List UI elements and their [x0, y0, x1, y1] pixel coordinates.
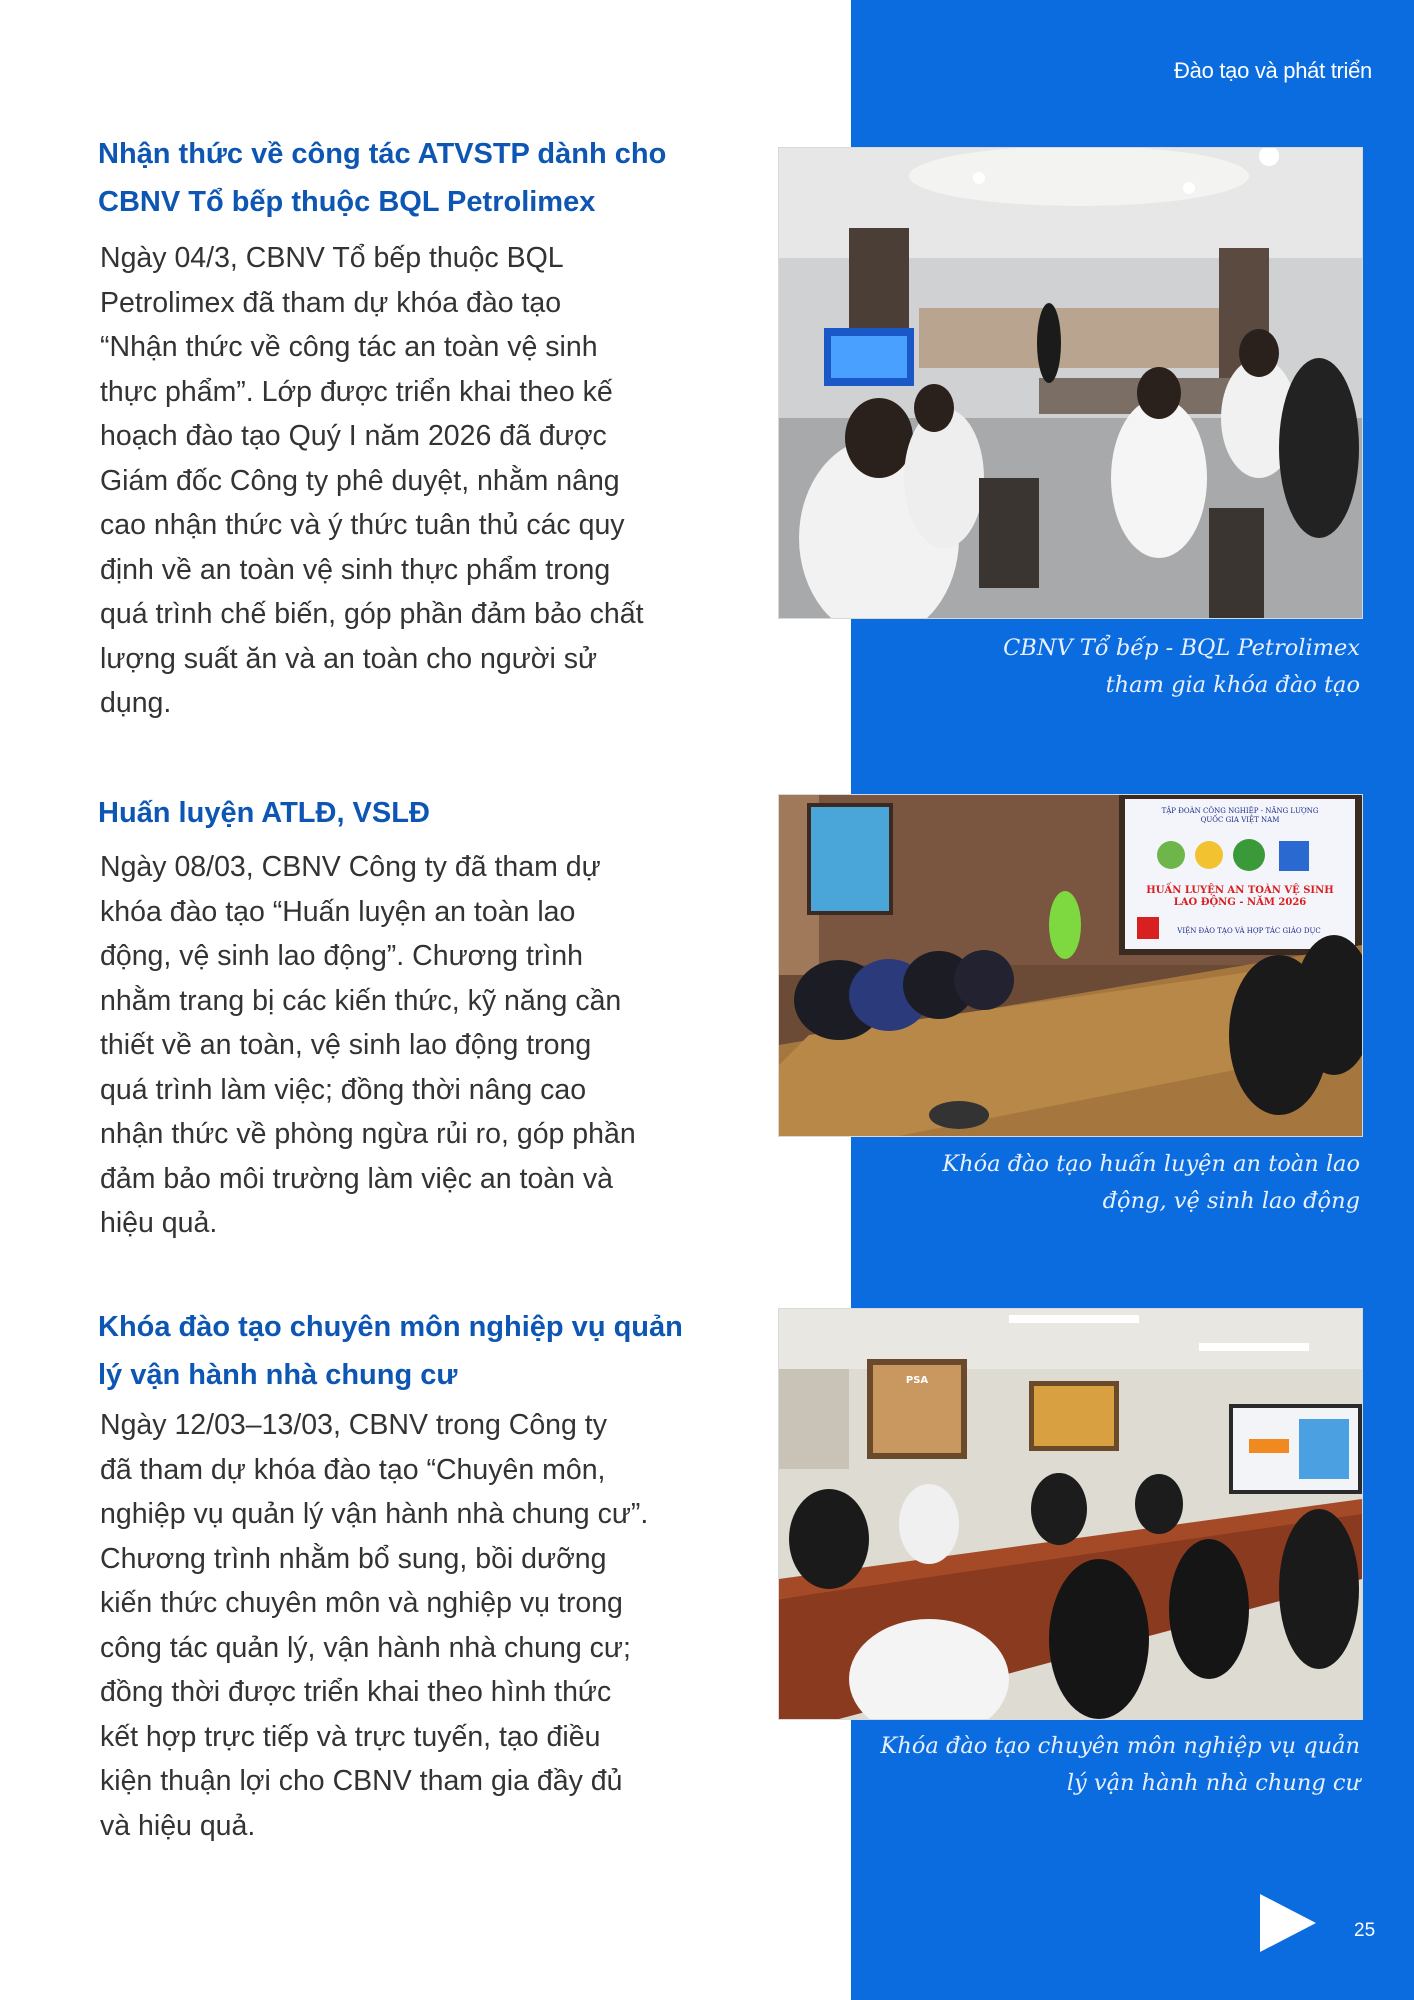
section-title: Đào tạo và phát triển	[1174, 58, 1372, 83]
photo-caption-1	[860, 630, 1360, 704]
caption-line: CBNV Tổ bếp - BQL Petrolimex	[1003, 635, 1360, 661]
body-line: Ngày 04/3, CBNV Tổ bếp thuộc BQL	[100, 242, 564, 274]
body-line: lượng suất ăn và an toàn cho người sử	[100, 642, 598, 675]
body-line: đã tham dự khóa đào tạo “Chuyên môn,	[100, 1453, 606, 1486]
body-line: kết hợp trực tiếp và trực tuyến, tạo điều	[100, 1720, 601, 1753]
title-line: Nhận thức về công tác ATVSTP dành cho	[98, 138, 667, 170]
article-2-title	[98, 789, 718, 837]
body-line: thiết về an toàn, vệ sinh lao động trong	[100, 1029, 592, 1061]
screen-text-line2: QUỐC GIA VIỆT NAM	[1200, 816, 1280, 824]
title-line: Huấn luyện ATLĐ, VSLĐ	[98, 797, 430, 829]
photo-apartment-management-training	[778, 1308, 1363, 1720]
body-line: đảm bảo môi trường làm việc an toàn và	[100, 1162, 614, 1195]
body-line: quá trình chế biến, góp phần đảm bảo chất	[100, 598, 644, 630]
caption-line: lý vận hành nhà chung cư	[1066, 1770, 1360, 1796]
body-line: quá trình làm việc; đồng thời nâng cao	[100, 1073, 587, 1106]
screen-text-line3: HUẤN LUYỆN AN TOÀN VỆ SINH	[1146, 885, 1334, 896]
body-line: Giám đốc Công ty phê duyệt, nhằm nâng	[100, 464, 620, 497]
body-line: khóa đào tạo “Huấn luyện an toàn lao	[100, 895, 576, 928]
body-line: công tác quản lý, vận hành nhà chung cư;	[100, 1631, 631, 1664]
body-line: thực phẩm”. Lớp được triển khai theo kế	[100, 375, 613, 408]
body-line: nhằm trang bị các kiến thức, kỹ năng cần	[100, 984, 622, 1017]
body-line: Petrolimex đã tham dự khóa đào tạo	[100, 286, 562, 319]
body-line: hoạch đào tạo Quý I năm 2026 đã được	[100, 420, 607, 452]
body-line: cao nhận thức và ý thức tuân thủ các quy	[100, 509, 625, 541]
screen-text-line5: VIỆN ĐÀO TẠO VÀ HỢP TÁC GIÁO DỤC	[1177, 927, 1321, 935]
body-line: nhận thức về phòng ngừa rủi ro, góp phần	[100, 1118, 636, 1150]
article-1-body	[100, 236, 710, 726]
screen-text-line4: LAO ĐỘNG - NĂM 2026	[1173, 897, 1307, 908]
caption-line: Khóa đào tạo chuyên môn nghiệp vụ quản	[880, 1733, 1360, 1759]
body-line: định về an toàn vệ sinh thực phẩm trong	[100, 553, 611, 586]
photo-kitchen-staff-training	[778, 147, 1363, 619]
photo-caption-2	[860, 1146, 1360, 1220]
photo-safety-training	[778, 794, 1363, 1137]
caption-line: Khóa đào tạo huấn luyện an toàn lao	[942, 1151, 1360, 1177]
body-line: kiện thuận lợi cho CBNV tham gia đầy đủ	[100, 1765, 623, 1797]
body-line: nghiệp vụ quản lý vận hành nhà chung cư”.	[100, 1498, 649, 1530]
title-line: lý vận hành nhà chung cư	[98, 1359, 458, 1391]
article-3-body	[100, 1403, 710, 1848]
photo-wall-text: PSA	[905, 1375, 929, 1386]
article-1-title	[98, 130, 718, 226]
body-line: “Nhận thức về công tác an toàn vệ sinh	[100, 331, 598, 363]
screen-text-line1: TẬP ĐOÀN CÔNG NGHIỆP - NĂNG LƯỢNG	[1161, 807, 1319, 815]
caption-line: tham gia khóa đào tạo	[1105, 672, 1360, 698]
body-line: Ngày 08/03, CBNV Công ty đã tham dự	[100, 851, 601, 883]
body-line: động, vệ sinh lao động”. Chương trình	[100, 940, 583, 972]
article-3-title	[98, 1303, 718, 1399]
body-line: Chương trình nhằm bổ sung, bồi dưỡng	[100, 1542, 607, 1575]
title-line: CBNV Tổ bếp thuộc BQL Petrolimex	[98, 186, 596, 218]
body-line: đồng thời được triển khai theo hình thức	[100, 1676, 612, 1708]
next-page-arrow-icon[interactable]	[1258, 1892, 1318, 1954]
caption-line: động, vệ sinh lao động	[1102, 1188, 1360, 1214]
body-line: Ngày 12/03–13/03, CBNV trong Công ty	[100, 1409, 607, 1441]
article-2-body	[100, 845, 710, 1246]
body-line: dụng.	[100, 687, 172, 719]
title-line: Khóa đào tạo chuyên môn nghiệp vụ quản	[98, 1311, 683, 1343]
body-line: và hiệu quả.	[100, 1809, 256, 1842]
body-line: kiến thức chuyên môn và nghiệp vụ trong	[100, 1587, 623, 1619]
page-number: 25	[1354, 1920, 1376, 1941]
body-line: hiệu quả.	[100, 1207, 218, 1239]
photo-caption-3	[860, 1728, 1360, 1802]
